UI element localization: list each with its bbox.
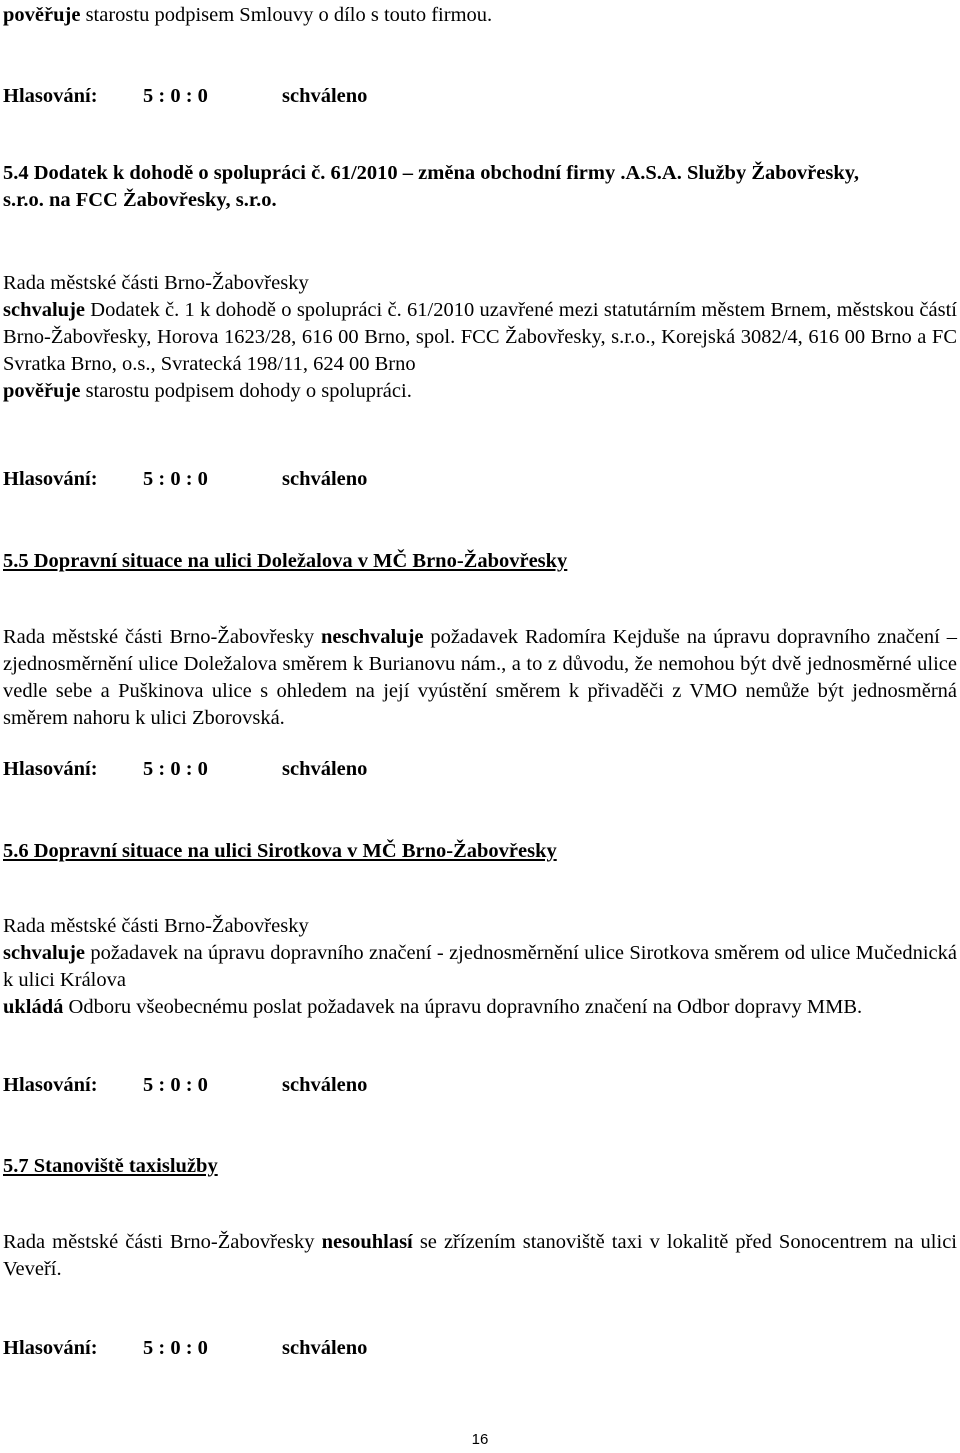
vote-line-3: [3, 756, 957, 783]
item-5-5-keyword: neschvaluje: [321, 626, 424, 648]
vote-ratio: 5 : 0 : 0: [143, 1074, 208, 1096]
vote-result: schváleno: [282, 85, 368, 107]
item-5-6-order: [3, 994, 957, 1021]
item-5-5-lead: Rada městské části Brno-Žabovřesky: [3, 626, 321, 648]
vote-line-1: [3, 83, 957, 110]
vote-ratio: 5 : 0 : 0: [143, 468, 208, 490]
item-5-7-text: se zřízením stanoviště taxi v lokalitě před Sonocentrem na ulici Veveří.: [3, 1231, 957, 1280]
vote-result: schváleno: [282, 758, 368, 780]
item-5-6-order-keyword: ukládá: [3, 996, 64, 1018]
item-5-6-heading: 5.6 Dopravní situace na ulici Sirotkova v MČ Brno-Žabovřesky: [3, 840, 557, 862]
vote-line-2: [3, 466, 957, 493]
item-5-4-approve-text: Dodatek č. 1 k dohodě o spolupráci č. 61/2010 uzavřené mezi statutárním městem Brnem, městskou částí Brno-Žabovřesky, Horova 1623/28, 616 00 Brno, spol. FCC Žabovřesky, s.r.o., Korejská 3082/4, 616 00 Brno a FC Svratka Brno, o.s., Svratecká 198/11, 624 00 Brno: [3, 299, 957, 375]
vote-label: Hlasování:: [3, 468, 98, 490]
item-5-4-council: Rada městské části Brno-Žabovřesky: [3, 272, 309, 294]
page-number: 16: [471, 1431, 489, 1448]
vote-line-4: [3, 1072, 957, 1099]
item-5-6-council: Rada městské části Brno-Žabovřesky: [3, 915, 309, 937]
vote-ratio: 5 : 0 : 0: [143, 85, 208, 107]
item-5-5-paragraph: [3, 624, 957, 732]
item-5-4-approve: [3, 297, 957, 378]
item-5-6-approve-keyword: schvaluje: [3, 942, 85, 964]
item-5-7-keyword: nesouhlasí: [321, 1231, 413, 1253]
vote-result: schváleno: [282, 1337, 368, 1359]
item-5-4-approve-keyword: schvaluje: [3, 299, 85, 321]
vote-result: schváleno: [282, 468, 368, 490]
item-5-6-order-text: Odboru všeobecnému poslat požadavek na úpravu dopravního značení na Odbor dopravy MMB.: [63, 996, 863, 1018]
item-5-7-heading: 5.7 Stanoviště taxislužby: [3, 1155, 218, 1177]
intro-text: starostu podpisem Smlouvy o dílo s touto firmou.: [80, 4, 493, 26]
item-5-5-heading: 5.5 Dopravní situace na ulici Doležalova v MČ Brno-Žabovřesky: [3, 550, 568, 572]
item-5-7-paragraph: [3, 1229, 957, 1283]
item-5-6-approve-text: požadavek na úpravu dopravního značení - zjednosměrnění ulice Sirotkova směrem od ulice Mučednická k ulici Králova: [3, 942, 957, 991]
item-5-5-text: požadavek Radomíra Kejduše na úpravu dopravního značení – zjednosměrnění ulice Doležalova směrem k Burianovu nám., a to z důvodu, že nemohou být dvě jednosměrné ulice vedle sebe a Puškinova ulice s ohledem na její vyústění směrem k přivaděči z VMO nemůže být jednosměrná směrem nahoru k ulici Zborovská.: [3, 626, 957, 729]
item-5-6-approve: [3, 940, 957, 994]
item-5-4-heading: 5.4 Dodatek k dohodě o spolupráci č. 61/2010 – změna obchodní firmy .A.S.A. Služby Žabovřesky, s.r.o. na FCC Žabovřesky, s.r.o.: [3, 162, 859, 211]
intro-paragraph: [3, 2, 957, 29]
item-5-7-lead: Rada městské části Brno-Žabovřesky: [3, 1231, 322, 1253]
item-5-4-delegate-keyword: pověřuje: [3, 380, 81, 402]
vote-result: schváleno: [282, 1074, 368, 1096]
vote-line-5: [3, 1335, 957, 1362]
item-5-4-delegate: [3, 378, 957, 405]
vote-ratio: 5 : 0 : 0: [143, 1337, 208, 1359]
vote-label: Hlasování:: [3, 758, 98, 780]
vote-label: Hlasování:: [3, 85, 98, 107]
vote-ratio: 5 : 0 : 0: [143, 758, 208, 780]
vote-label: Hlasování:: [3, 1074, 98, 1096]
vote-label: Hlasování:: [3, 1337, 98, 1359]
item-5-4-delegate-text: starostu podpisem dohody o spolupráci.: [80, 380, 412, 402]
intro-keyword: pověřuje: [3, 4, 81, 26]
